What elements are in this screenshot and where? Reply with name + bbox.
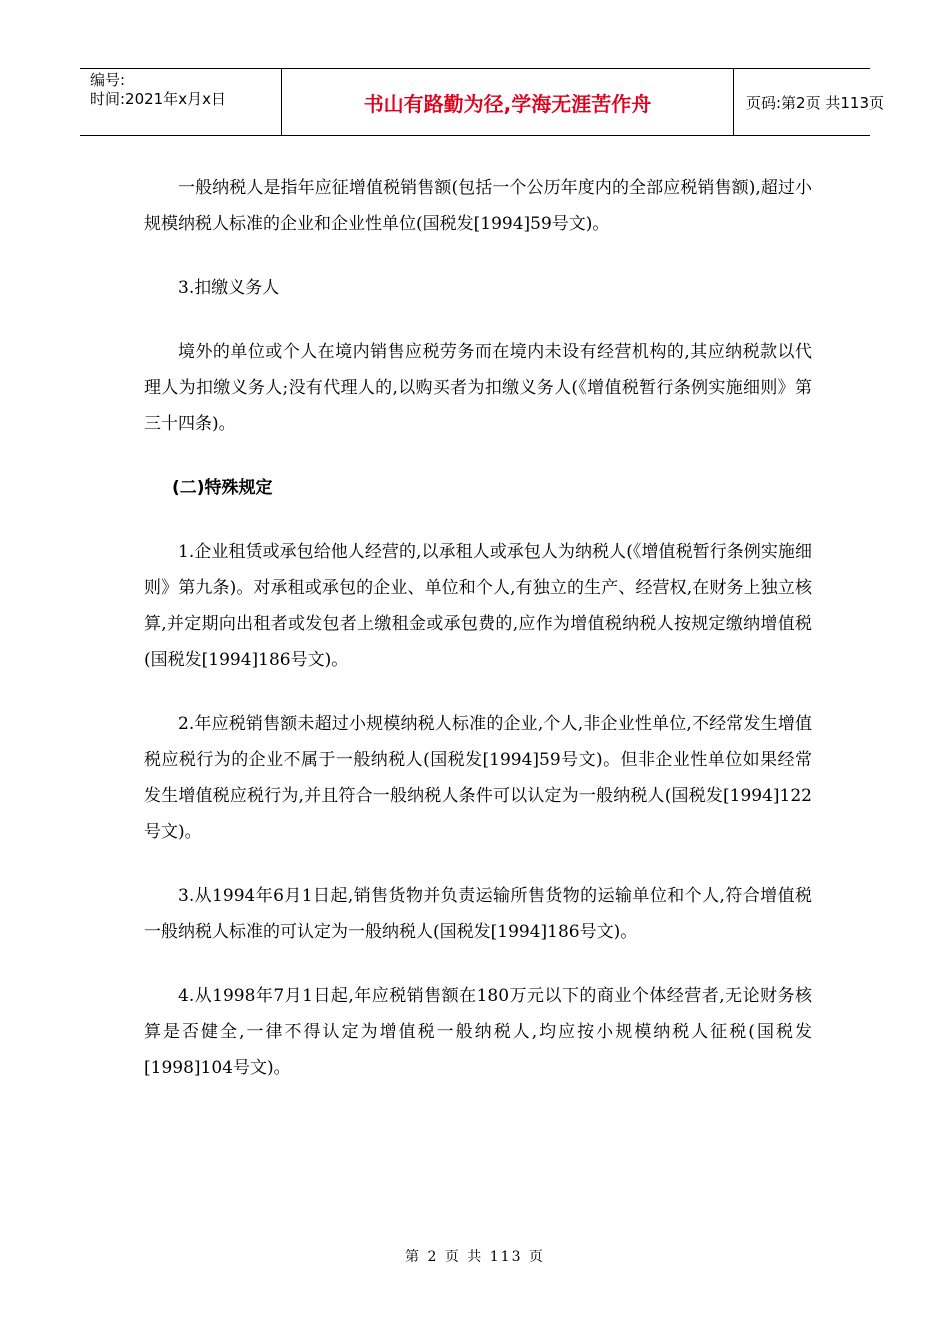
heading-special-provisions: (二)特殊规定 bbox=[172, 478, 273, 498]
document-number-label: 编号: bbox=[90, 71, 126, 89]
heading-withholding-agent: 3.扣缴义务人 bbox=[178, 278, 280, 298]
paragraph-withholding-agent: 境外的单位或个人在境内销售应税劳务而在境内未设有经营机构的,其应纳税款以代理人为扣缴义务人;没有代理人的,以购买者为扣缴义务人(《增值税暂行条例实施细则》第三十四条)。 bbox=[144, 342, 812, 434]
page-header bbox=[80, 68, 884, 136]
document-date: 时间:2021年x月x日 bbox=[90, 90, 226, 108]
header-motto: 书山有路勤为径,学海无涯苦作舟 bbox=[282, 69, 734, 135]
paragraph-special-3: 3.从1994年6月1日起,销售货物并负责运输所售货物的运输单位和个人,符合增值税一般纳税人标准的可认定为一般纳税人(国税发[1994]186号文)。 bbox=[144, 886, 812, 942]
paragraph-special-4: 4.从1998年7月1日起,年应税销售额在180万元以下的商业个体经营者,无论财务核算是否健全,一律不得认定为增值税一般纳税人,均应按小规模纳税人征税(国税发[1998]104号文)。 bbox=[144, 986, 812, 1078]
header-meta bbox=[80, 69, 282, 135]
paragraph-general-taxpayer: 一般纳税人是指年应征增值税销售额(包括一个公历年度内的全部应税销售额),超过小规模纳税人标准的企业和企业性单位(国税发[1994]59号文)。 bbox=[144, 178, 812, 234]
paragraph-special-2: 2.年应税销售额未超过小规模纳税人标准的企业,个人,非企业性单位,不经常发生增值税应税行为的企业不属于一般纳税人(国税发[1994]59号文)。但非企业性单位如果经常发生增值税应税行为,并且符合一般纳税人条件可以认定为一般纳税人(国税发[1994]122号文)。 bbox=[144, 714, 812, 842]
page-footer: 第 2 页 共 113 页 bbox=[405, 1249, 545, 1265]
document-body bbox=[144, 170, 812, 1114]
paragraph-special-1: 1.企业租赁或承包给他人经营的,以承租人或承包人为纳税人(《增值税暂行条例实施细则》第九条)。对承租或承包的企业、单位和个人,有独立的生产、经营权,在财务上独立核算,并定期向出租者或发包者上缴租金或承包费的,应作为增值税纳税人按规定缴纳增值税(国税发[1994]186号文)。 bbox=[144, 542, 812, 670]
header-page-info: 页码:第2页 共113页 bbox=[746, 93, 884, 112]
